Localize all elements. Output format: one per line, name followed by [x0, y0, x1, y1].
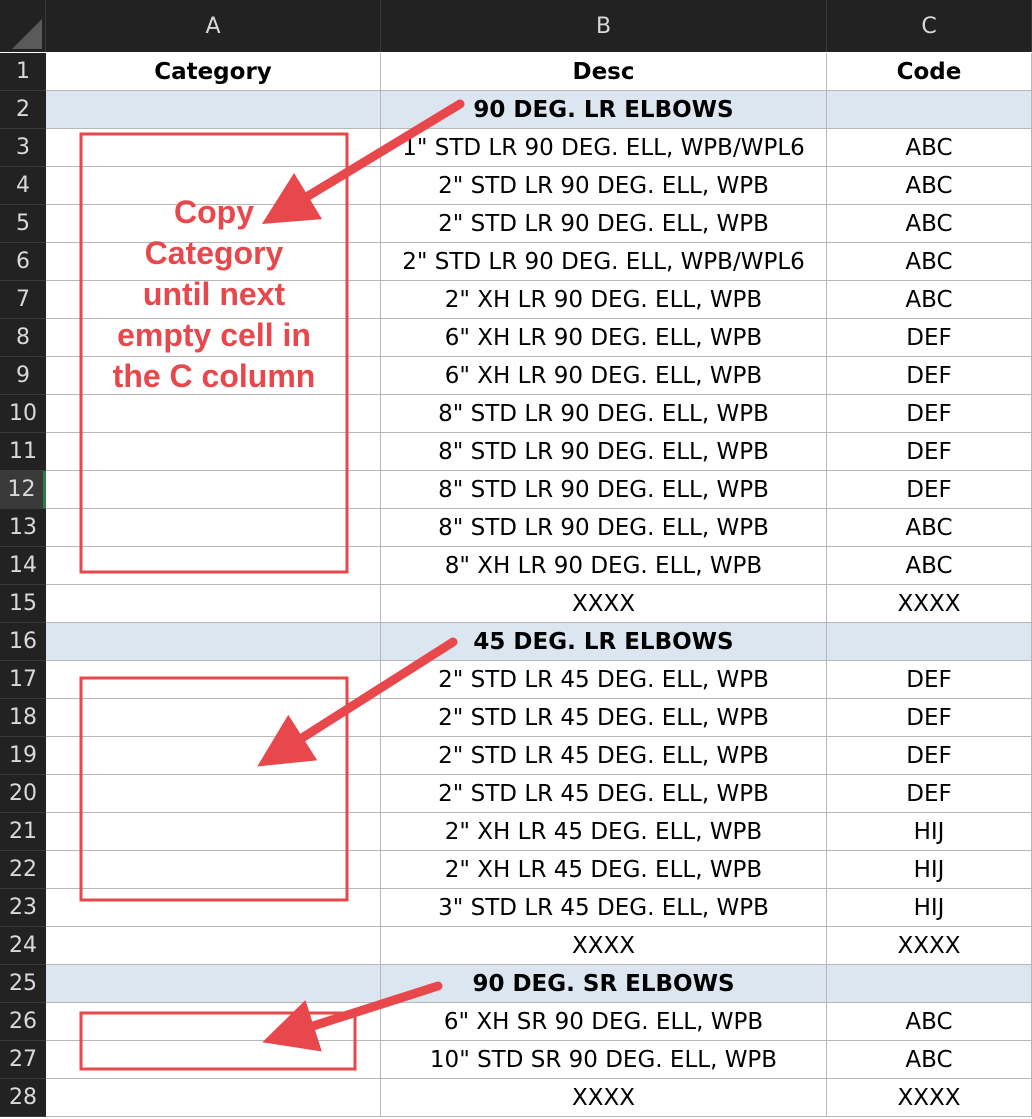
cell-desc[interactable]: 2" XH LR 45 DEG. ELL, WPB — [381, 813, 827, 851]
cell-code[interactable]: ABC — [827, 1003, 1032, 1041]
row-header-27[interactable]: 27 — [0, 1041, 46, 1079]
cell-desc[interactable]: 8" XH LR 90 DEG. ELL, WPB — [381, 547, 827, 585]
cell-code[interactable]: DEF — [827, 737, 1032, 775]
row-header-15[interactable]: 15 — [0, 585, 46, 623]
cell-code[interactable]: XXXX — [827, 1079, 1032, 1117]
row-header-25[interactable]: 25 — [0, 965, 46, 1003]
row-header-13[interactable]: 13 — [0, 509, 46, 547]
header-cell-category[interactable]: Category — [46, 53, 381, 91]
cell-desc[interactable]: 8" STD LR 90 DEG. ELL, WPB — [381, 433, 827, 471]
cell-code[interactable]: ABC — [827, 205, 1032, 243]
row-header-1[interactable]: 1 — [0, 53, 46, 91]
cell-desc[interactable]: 90 DEG. LR ELBOWS — [381, 91, 827, 129]
cell-code[interactable]: ABC — [827, 1041, 1032, 1079]
row-header-20[interactable]: 20 — [0, 775, 46, 813]
cell-code[interactable]: DEF — [827, 433, 1032, 471]
cell-code[interactable]: XXXX — [827, 927, 1032, 965]
cell-desc[interactable]: 45 DEG. LR ELBOWS — [381, 623, 827, 661]
cell-desc[interactable]: 6" XH LR 90 DEG. ELL, WPB — [381, 357, 827, 395]
annotation-note — [86, 192, 342, 397]
cell-desc[interactable]: 2" STD LR 45 DEG. ELL, WPB — [381, 737, 827, 775]
row-header-6[interactable]: 6 — [0, 243, 46, 281]
row-header-26[interactable]: 26 — [0, 1003, 46, 1041]
row-header-7[interactable]: 7 — [0, 281, 46, 319]
cell-desc[interactable]: 6" XH SR 90 DEG. ELL, WPB — [381, 1003, 827, 1041]
row-header-5[interactable]: 5 — [0, 205, 46, 243]
cell-desc[interactable]: 3" STD LR 45 DEG. ELL, WPB — [381, 889, 827, 927]
cell-code[interactable]: HIJ — [827, 813, 1032, 851]
cell-code[interactable]: ABC — [827, 281, 1032, 319]
cell-code[interactable]: DEF — [827, 319, 1032, 357]
cell-desc[interactable]: 2" STD LR 90 DEG. ELL, WPB/WPL6 — [381, 243, 827, 281]
cell-desc[interactable]: 1" STD LR 90 DEG. ELL, WPB/WPL6 — [381, 129, 827, 167]
cell-code[interactable]: HIJ — [827, 889, 1032, 927]
header-cell-code[interactable]: Code — [827, 53, 1032, 91]
row-header-19[interactable]: 19 — [0, 737, 46, 775]
cell-code[interactable]: ABC — [827, 129, 1032, 167]
cell-code[interactable]: DEF — [827, 357, 1032, 395]
column-header-c[interactable]: C — [827, 0, 1032, 52]
row-header-10[interactable]: 10 — [0, 395, 46, 433]
header-cell-desc[interactable]: Desc — [381, 53, 827, 91]
cell-desc[interactable]: 2" STD LR 90 DEG. ELL, WPB — [381, 167, 827, 205]
row-header-24[interactable]: 24 — [0, 927, 46, 965]
cell-code[interactable]: ABC — [827, 547, 1032, 585]
annotation-line-4: empty cell in — [117, 317, 311, 353]
cell-desc[interactable]: 8" STD LR 90 DEG. ELL, WPB — [381, 471, 827, 509]
row-header-2[interactable]: 2 — [0, 91, 46, 129]
cell-desc[interactable]: 2" XH LR 45 DEG. ELL, WPB — [381, 851, 827, 889]
annotation-line-2: Category — [144, 235, 284, 271]
cell-desc[interactable]: 2" STD LR 45 DEG. ELL, WPB — [381, 661, 827, 699]
cell-desc[interactable]: 10" STD SR 90 DEG. ELL, WPB — [381, 1041, 827, 1079]
cell-desc[interactable]: 90 DEG. SR ELBOWS — [381, 965, 827, 1003]
cell-code[interactable]: DEF — [827, 395, 1032, 433]
cell-code[interactable]: DEF — [827, 471, 1032, 509]
arrow-2 — [280, 642, 453, 752]
row-header-3[interactable]: 3 — [0, 129, 46, 167]
cell-desc[interactable]: 2" STD LR 90 DEG. ELL, WPB — [381, 205, 827, 243]
row-header-12[interactable]: 12 — [0, 471, 46, 509]
annotation-line-5: the C column — [112, 358, 316, 394]
cell-desc[interactable]: XXXX — [381, 585, 827, 623]
annotation-line-3: until next — [142, 276, 286, 312]
cell-code[interactable]: ABC — [827, 167, 1032, 205]
highlight-box-2 — [81, 678, 347, 900]
row-header-9[interactable]: 9 — [0, 357, 46, 395]
row-header-22[interactable]: 22 — [0, 851, 46, 889]
cell-code[interactable]: DEF — [827, 775, 1032, 813]
row-header-17[interactable]: 17 — [0, 661, 46, 699]
cell-desc[interactable]: 8" STD LR 90 DEG. ELL, WPB — [381, 509, 827, 547]
row-header-23[interactable]: 23 — [0, 889, 46, 927]
cell-code[interactable]: XXXX — [827, 585, 1032, 623]
cell-code[interactable]: ABC — [827, 509, 1032, 547]
row-header-21[interactable]: 21 — [0, 813, 46, 851]
row-header-14[interactable]: 14 — [0, 547, 46, 585]
row-header-8[interactable]: 8 — [0, 319, 46, 357]
cell-desc[interactable]: 2" STD LR 45 DEG. ELL, WPB — [381, 775, 827, 813]
cell-desc[interactable]: 2" STD LR 45 DEG. ELL, WPB — [381, 699, 827, 737]
cell-desc[interactable]: 8" STD LR 90 DEG. ELL, WPB — [381, 395, 827, 433]
cell-code[interactable]: DEF — [827, 699, 1032, 737]
row-header-16[interactable]: 16 — [0, 623, 46, 661]
cell-code[interactable]: ABC — [827, 243, 1032, 281]
column-header-b[interactable]: B — [381, 0, 827, 52]
row-header-11[interactable]: 11 — [0, 433, 46, 471]
cell-desc[interactable]: XXXX — [381, 927, 827, 965]
cell-desc[interactable]: 2" XH LR 90 DEG. ELL, WPB — [381, 281, 827, 319]
cell-desc[interactable]: XXXX — [381, 1079, 827, 1117]
column-header-a[interactable]: A — [46, 0, 381, 52]
cell-desc[interactable]: 6" XH LR 90 DEG. ELL, WPB — [381, 319, 827, 357]
cell-code[interactable]: DEF — [827, 661, 1032, 699]
arrow-3 — [288, 986, 438, 1034]
row-header-4[interactable]: 4 — [0, 167, 46, 205]
cell-code[interactable]: HIJ — [827, 851, 1032, 889]
annotation-line-1: Copy — [174, 194, 254, 230]
row-header-28[interactable]: 28 — [0, 1079, 46, 1117]
row-header-18[interactable]: 18 — [0, 699, 46, 737]
